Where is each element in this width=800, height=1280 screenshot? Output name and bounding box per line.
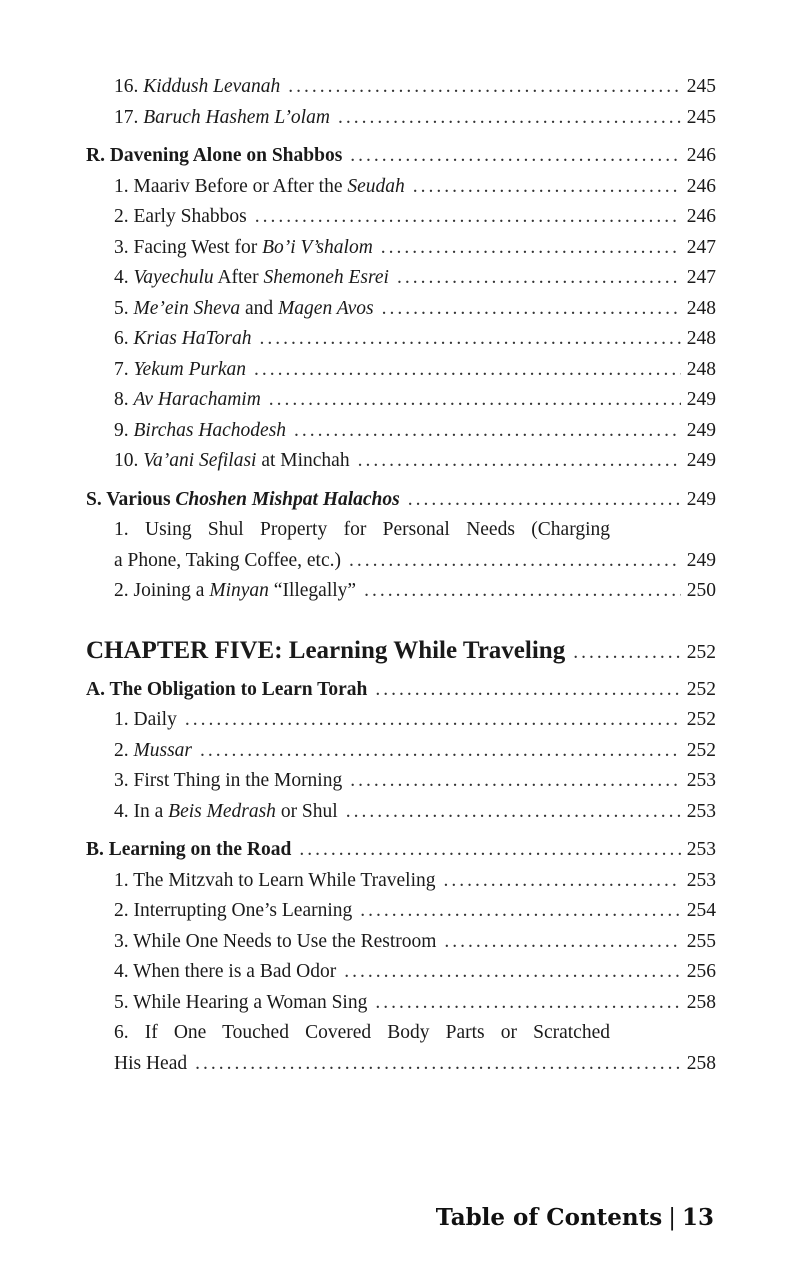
- title-text: 1. The Mitzvah to Learn While Traveling: [114, 869, 436, 891]
- dot-leader: [344, 957, 681, 988]
- toc-entry-title: [114, 233, 373, 264]
- toc-entry: [86, 324, 716, 355]
- toc-entry: [86, 1049, 716, 1080]
- toc-entry: [86, 797, 716, 828]
- toc-entry: [86, 576, 716, 607]
- italic-term: Shemoneh Esrei: [263, 267, 389, 288]
- toc-entry-title: [114, 1049, 187, 1080]
- toc-entry-title: [114, 202, 247, 233]
- toc-entry-title: [114, 355, 246, 386]
- italic-term: Mussar: [133, 739, 193, 761]
- toc-page-number: 252: [686, 678, 716, 700]
- toc-entry: [86, 446, 716, 477]
- italic-term: Baruch Hashem L’olam: [143, 106, 330, 128]
- toc-page-number: 248: [686, 297, 716, 319]
- toc-page-number: 253: [686, 869, 716, 891]
- toc-entry: [86, 103, 716, 134]
- dot-leader: [259, 324, 680, 355]
- toc-entry: [86, 988, 716, 1019]
- title-text: 17.: [114, 106, 144, 128]
- toc-page-number: 249: [686, 549, 716, 571]
- toc-entry: [86, 172, 716, 203]
- title-text: 5.: [114, 297, 134, 319]
- toc-page-number: 248: [686, 358, 716, 380]
- toc-entry-title: [114, 263, 389, 294]
- italic-term: Beis Medrash: [168, 800, 276, 822]
- italic-term: Bo’i V’shalom: [262, 236, 373, 258]
- dot-leader: [195, 1049, 681, 1080]
- toc-entry-title: [86, 633, 565, 669]
- toc-entry-title: [114, 172, 405, 203]
- toc-entry-title: [86, 835, 291, 866]
- toc-entry-title: [114, 927, 436, 958]
- title-text: 8.: [114, 389, 134, 410]
- toc-page-number: 255: [686, 930, 716, 952]
- toc-entry-title: [114, 294, 374, 325]
- toc-entry-title: [114, 736, 192, 767]
- toc-page-number: 249: [686, 389, 716, 410]
- toc-page-number: 258: [686, 1052, 716, 1074]
- toc-entry: [86, 233, 716, 264]
- italic-term: Seudah: [347, 175, 405, 197]
- title-text: 5. While Hearing a Woman Sing: [114, 991, 368, 1013]
- toc-page-number: 245: [686, 106, 716, 128]
- title-text: 3. Facing West for: [114, 236, 263, 258]
- dot-leader: [573, 635, 681, 671]
- toc-page-number: 247: [686, 236, 716, 258]
- title-text: 10.: [114, 450, 144, 471]
- dot-leader: [299, 835, 680, 866]
- title-text: 9.: [114, 419, 134, 441]
- footer-separator: |: [668, 1205, 676, 1231]
- toc-entry: [86, 385, 716, 416]
- title-text: 2.: [114, 739, 134, 761]
- toc-entry: [86, 416, 716, 447]
- toc-entry-title: [114, 416, 286, 447]
- dot-leader: [254, 355, 681, 386]
- italic-term: Me’ein Sheva: [133, 297, 241, 319]
- title-text: CHAPTER FIVE: Learning While Traveling: [86, 636, 566, 664]
- toc-page-number: 246: [686, 145, 716, 166]
- toc-entry: [86, 546, 716, 577]
- toc-section: [86, 485, 716, 516]
- toc-page-number: 254: [686, 900, 716, 921]
- toc-entry: [86, 766, 716, 797]
- italic-term: Minyan: [209, 580, 269, 601]
- toc-entry-title: [86, 141, 342, 172]
- toc-section: [86, 835, 716, 866]
- italic-term: Krias HaTorah: [133, 328, 252, 349]
- toc-page-number: 247: [686, 267, 716, 288]
- dot-leader: [364, 576, 681, 607]
- toc-entry-title: [86, 675, 367, 706]
- toc-page-number: 246: [686, 175, 716, 197]
- table-of-contents: [86, 72, 716, 1079]
- footer-title: Table of Contents: [435, 1204, 663, 1231]
- title-text: 7.: [114, 358, 134, 380]
- title-text: R. Davening Alone on Shabbos: [86, 145, 343, 166]
- running-footer: [436, 1204, 714, 1231]
- toc-entry-title: [114, 797, 338, 828]
- dot-leader: [382, 294, 681, 325]
- toc-entry-title: [114, 546, 341, 577]
- toc-entry: [86, 263, 716, 294]
- title-text: 2. Interrupting One’s Learning: [114, 900, 353, 921]
- italic-term: Av Harachamim: [133, 389, 261, 410]
- toc-page-number: 250: [686, 580, 716, 601]
- dot-leader: [444, 927, 680, 958]
- toc-entry: [86, 736, 716, 767]
- toc-page-number: 246: [686, 206, 716, 227]
- title-text: a Phone, Taking Coffee, etc.): [114, 549, 341, 571]
- toc-entry-title: [114, 446, 350, 477]
- title-text: or Shul: [275, 800, 338, 822]
- dot-leader: [269, 385, 681, 416]
- toc-page-number: 256: [686, 961, 716, 982]
- toc-entry-title: [114, 324, 251, 355]
- title-text: at Minchah: [256, 450, 350, 471]
- toc-section: [86, 675, 716, 706]
- title-text: 4. In a: [114, 800, 169, 822]
- title-text: B. Learning on the Road: [86, 839, 292, 860]
- dot-leader: [397, 263, 681, 294]
- toc-page-number: 249: [686, 419, 716, 441]
- dot-leader: [413, 172, 681, 203]
- toc-entry-title: [114, 576, 356, 607]
- toc-entry-wrapped: [86, 1018, 716, 1049]
- title-text: 2. Early Shabbos: [114, 206, 247, 227]
- title-text: S. Various: [86, 488, 176, 510]
- toc-chapter: [86, 633, 716, 671]
- toc-entry: [86, 355, 716, 386]
- toc-page-number: 253: [686, 839, 716, 860]
- dot-leader: [294, 416, 681, 447]
- italic-term: Kiddush Levanah: [143, 76, 281, 97]
- toc-page-number: 252: [686, 641, 716, 663]
- dot-leader: [360, 896, 680, 927]
- dot-leader: [255, 202, 681, 233]
- title-text: “Illegally”: [268, 580, 357, 601]
- title-text: 3. While One Needs to Use the Restroom: [114, 930, 437, 952]
- title-text: 2. Joining a: [114, 580, 210, 601]
- toc-entry-title: [114, 988, 367, 1019]
- toc-entry-title: [114, 896, 352, 927]
- title-text: 3. First Thing in the Morning: [114, 770, 343, 791]
- dot-leader: [375, 988, 680, 1019]
- dot-leader: [185, 705, 681, 736]
- title-text: His Head: [114, 1052, 188, 1074]
- toc-section: [86, 141, 716, 172]
- dot-leader: [349, 546, 681, 577]
- italic-term: Magen Avos: [278, 297, 374, 319]
- toc-page-number: 245: [686, 76, 716, 97]
- title-text: 1. Maariv Before or After the: [114, 175, 348, 197]
- toc-entry: [86, 866, 716, 897]
- title-text: 6.: [114, 328, 134, 349]
- title-text: 4. When there is a Bad Odor: [114, 961, 337, 982]
- title-text: 4.: [114, 267, 134, 288]
- toc-entry-first-line: 6. If One Touched Covered Body Parts or Scratched: [114, 1022, 610, 1043]
- toc-page-number: 249: [686, 488, 716, 510]
- dot-leader: [200, 736, 681, 767]
- dot-leader: [381, 233, 681, 264]
- dot-leader: [358, 446, 681, 477]
- toc-page-number: 248: [686, 328, 716, 349]
- toc-entry-title: [114, 957, 336, 988]
- dot-leader: [444, 866, 681, 897]
- toc-entry-title: [114, 103, 330, 134]
- toc-entry: [86, 294, 716, 325]
- toc-entry-title: [114, 72, 280, 103]
- toc-page-number: 252: [686, 739, 716, 761]
- toc-entry: [86, 896, 716, 927]
- dot-leader: [408, 485, 681, 516]
- toc-entry: [86, 927, 716, 958]
- toc-entry-title: [114, 866, 436, 897]
- title-text: After: [213, 267, 264, 288]
- dot-leader: [350, 766, 681, 797]
- toc-page-number: 249: [686, 450, 716, 471]
- dot-leader: [338, 103, 681, 134]
- toc-entry-title: [86, 485, 400, 516]
- toc-page-number: 252: [686, 709, 716, 730]
- italic-term: Choshen Mishpat Halachos: [175, 488, 400, 510]
- italic-term: Yekum Purkan: [133, 358, 246, 380]
- toc-entry: [86, 72, 716, 103]
- toc-entry-title: [114, 705, 177, 736]
- title-text: 16.: [114, 76, 144, 97]
- footer-page-number: 13: [681, 1204, 714, 1231]
- dot-leader: [346, 797, 681, 828]
- italic-term: Va’ani Sefilasi: [143, 450, 257, 471]
- italic-term: Birchas Hachodesh: [133, 419, 287, 441]
- toc-page-number: 253: [686, 800, 716, 822]
- italic-term: Vayechulu: [133, 267, 214, 288]
- toc-entry: [86, 202, 716, 233]
- toc-entry: [86, 705, 716, 736]
- toc-page-number: 253: [686, 770, 716, 791]
- toc-entry-title: [114, 385, 261, 416]
- title-text: A. The Obligation to Learn Torah: [86, 678, 368, 700]
- title-text: and: [240, 297, 279, 319]
- dot-leader: [288, 72, 680, 103]
- title-text: 1. Daily: [114, 709, 177, 730]
- toc-page-number: 258: [686, 991, 716, 1013]
- toc-entry-first-line: 1. Using Shul Property for Personal Needs (Charging: [114, 519, 610, 540]
- toc-entry-title: [114, 766, 342, 797]
- dot-leader: [375, 675, 680, 706]
- toc-entry-wrapped: [86, 515, 716, 546]
- dot-leader: [350, 141, 680, 172]
- toc-entry: [86, 957, 716, 988]
